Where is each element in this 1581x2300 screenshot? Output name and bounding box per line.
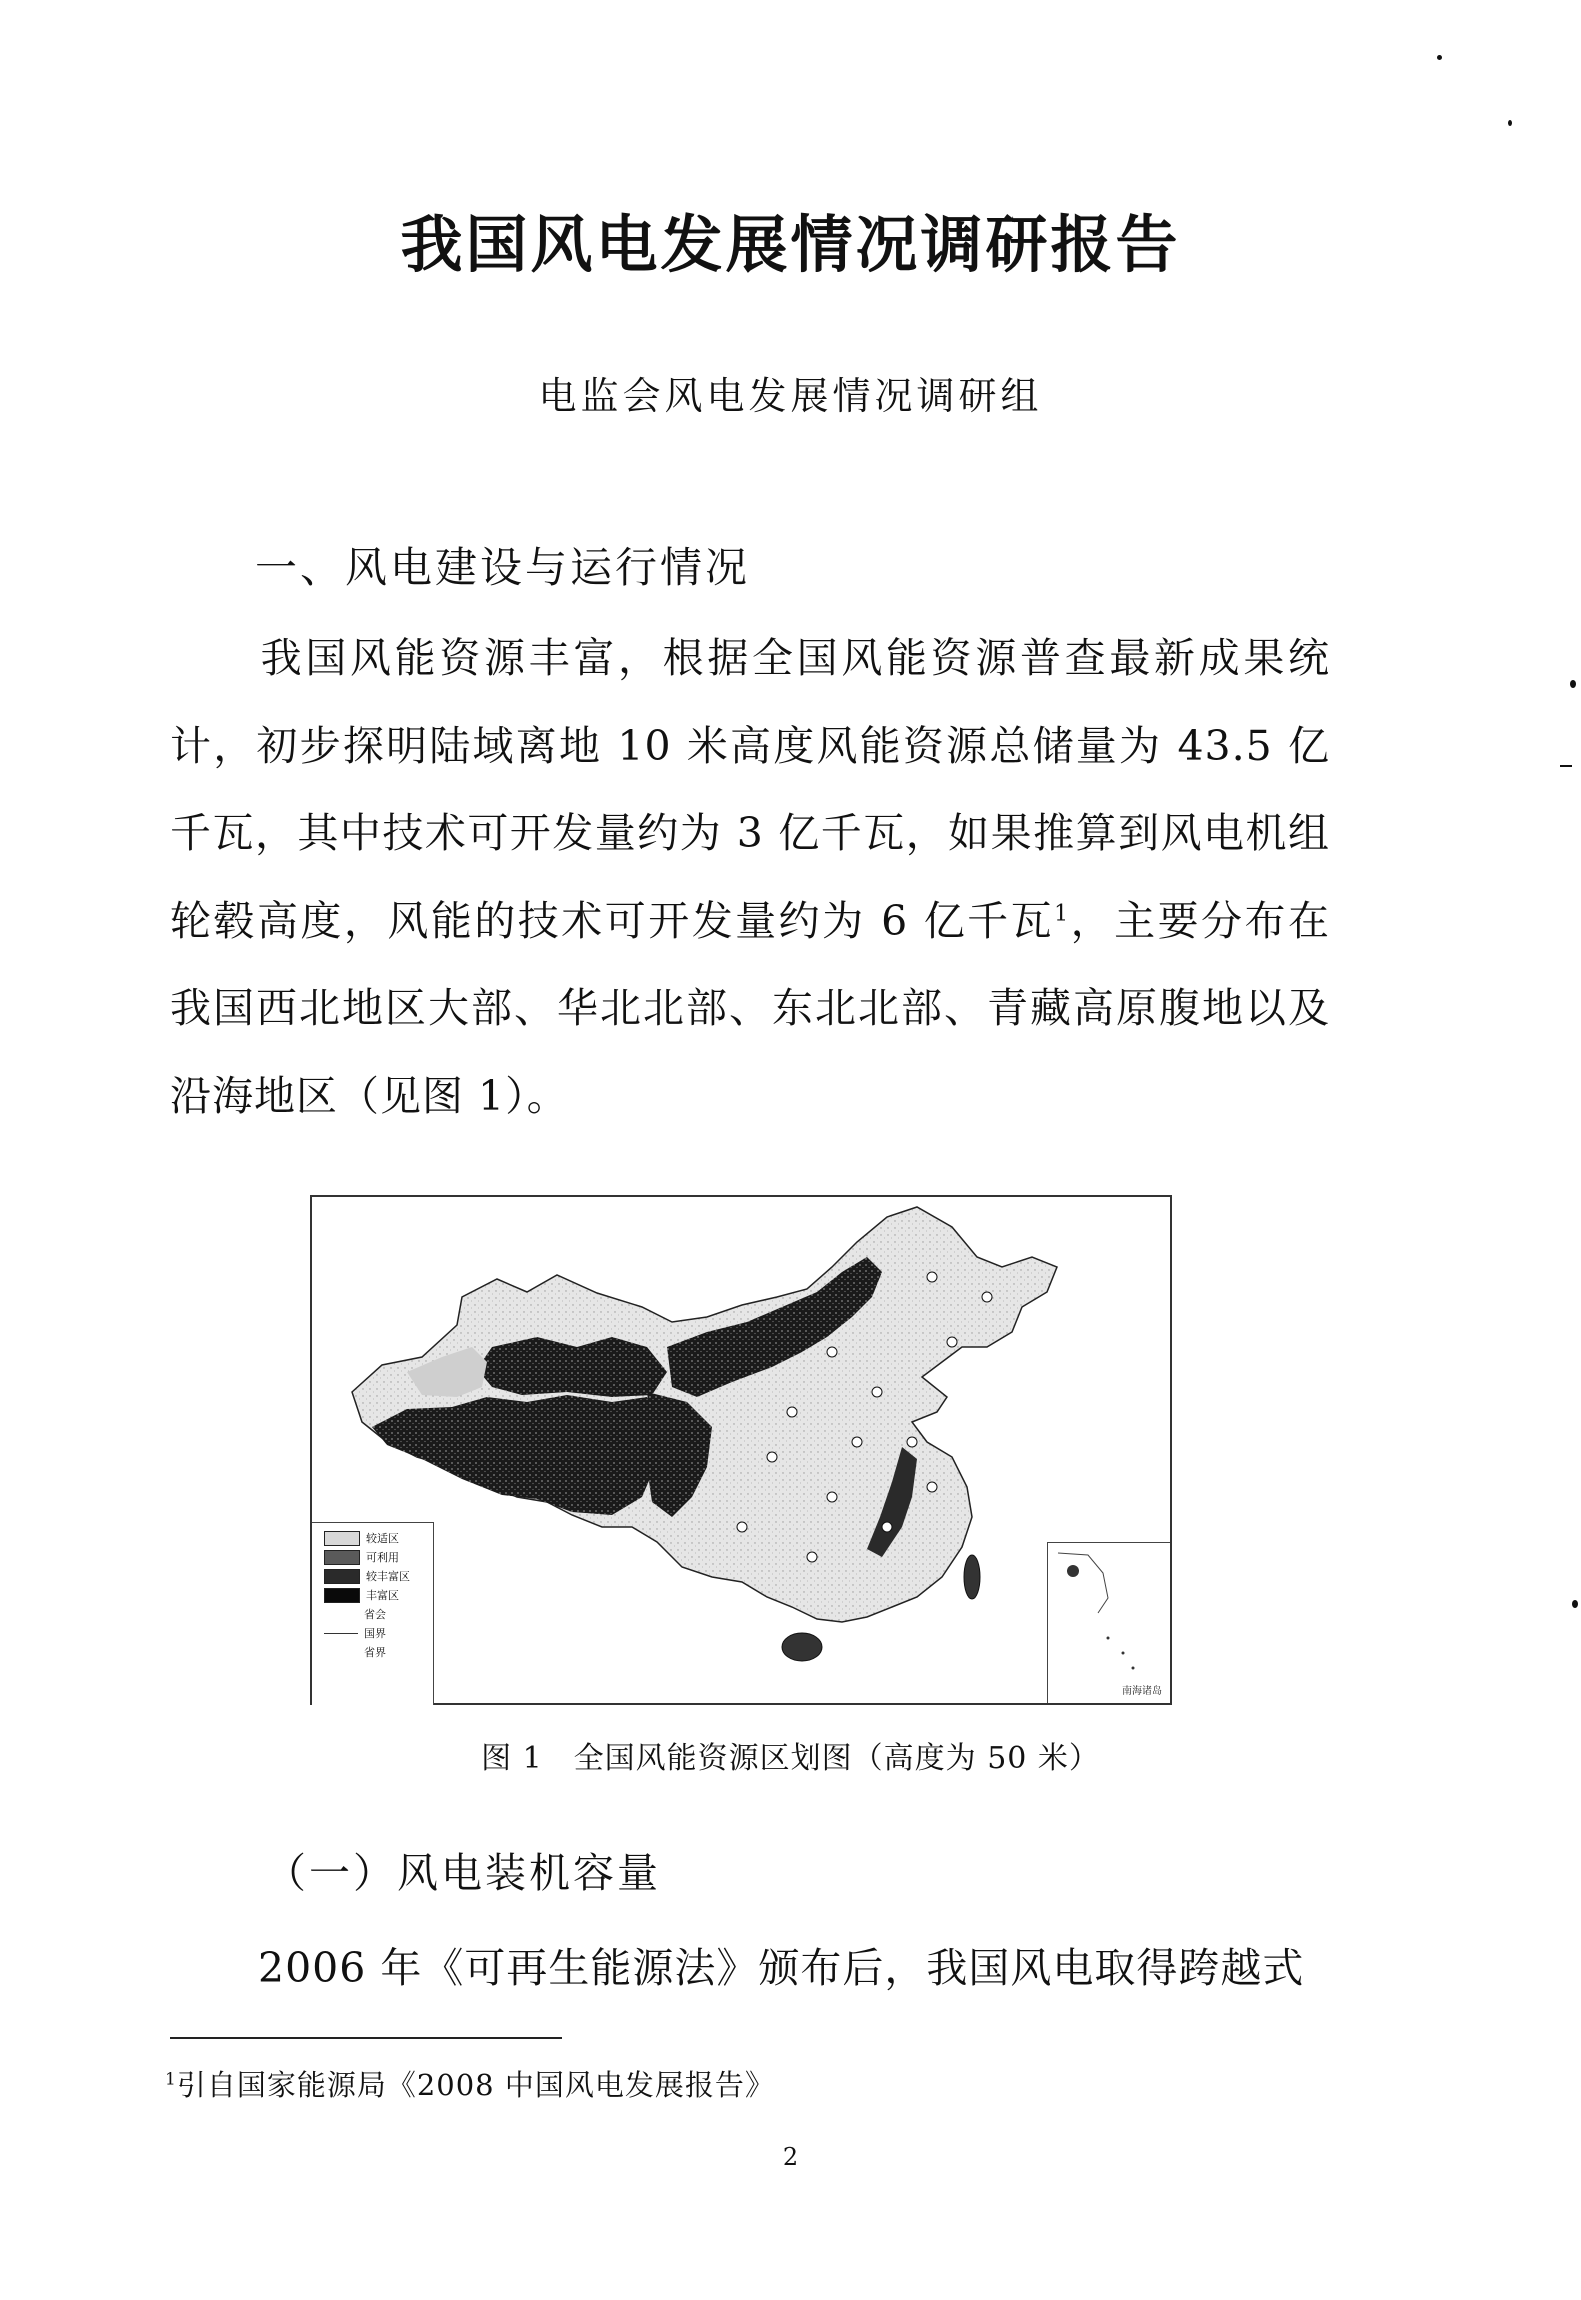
- legend-label: 省会: [364, 1608, 386, 1621]
- report-author: 电监会风电发展情况调研组: [538, 374, 1043, 418]
- legend-label: 省界: [364, 1646, 386, 1659]
- paragraph-1-text: 我国风能资源丰富，根据全国风能资源普查最新成果统计，初步探明陆域离地 10 米高度风能资源总储量为 43.5 亿千瓦，其中技术可开发量约为 3 亿千瓦，如果推算到风电机组轮毂高度，风能的技术可开发量约为 6 亿千瓦: [170, 634, 1330, 945]
- map-legend: [312, 1522, 434, 1705]
- scan-speck: [1570, 680, 1576, 688]
- scan-speck: [1508, 120, 1512, 126]
- wind-resource-map-figure: [310, 1195, 1172, 1705]
- taiwan-island: [964, 1555, 980, 1599]
- china-wind-map: [312, 1197, 1170, 1703]
- south-china-sea-inset: [1047, 1542, 1170, 1703]
- hainan-island: [782, 1633, 822, 1661]
- legend-item: [324, 1624, 429, 1643]
- scan-speck: [1560, 765, 1572, 767]
- footnote-divider: [170, 2037, 562, 2039]
- inset-label: 南海诸岛: [1122, 1686, 1162, 1697]
- paragraph-1: [170, 615, 1330, 1140]
- legend-item: [324, 1586, 429, 1605]
- section-heading: 一、风电建设与运行情况: [255, 543, 751, 592]
- legend-item: [324, 1605, 429, 1624]
- legend-label: 较适区: [366, 1532, 399, 1545]
- legend-item: [324, 1548, 429, 1567]
- paragraph-1-text-tail: ，主要分布在我国西北地区大部、华北北部、东北北部、青藏高原腹地以及沿海地区（见图 1）。: [170, 896, 1330, 1120]
- scan-speck: [1572, 1600, 1578, 1608]
- figure-caption: 图 1 全国风能资源区划图（高度为 50 米）: [481, 1741, 1100, 1776]
- legend-label: 较丰富区: [366, 1570, 410, 1583]
- footnote-marker: 1: [1054, 900, 1070, 926]
- report-title: 我国风电发展情况调研报告: [400, 208, 1181, 281]
- paragraph-2-text: 2006 年《可再生能源法》颁布后，我国风电取得跨越式: [258, 1944, 1305, 1992]
- scan-speck: [1437, 55, 1442, 60]
- footnote-text: 引自国家能源局《2008 中国风电发展报告》: [176, 2068, 775, 2102]
- legend-item: [324, 1643, 429, 1662]
- legend-label: 可利用: [366, 1551, 399, 1564]
- inset-map: [1048, 1543, 1168, 1701]
- footnote-number: 1: [165, 2069, 177, 2090]
- subsection-heading: （一）风电装机容量: [265, 1849, 661, 1897]
- legend-item: [324, 1567, 429, 1586]
- legend-item: [324, 1529, 429, 1548]
- paragraph-2: [170, 1925, 1330, 2012]
- footnote: [165, 2063, 775, 2104]
- northwest-region: [477, 1337, 667, 1397]
- page-number: 2: [782, 2143, 799, 2171]
- legend-label: 丰富区: [366, 1589, 399, 1602]
- legend-label: 国界: [364, 1627, 386, 1640]
